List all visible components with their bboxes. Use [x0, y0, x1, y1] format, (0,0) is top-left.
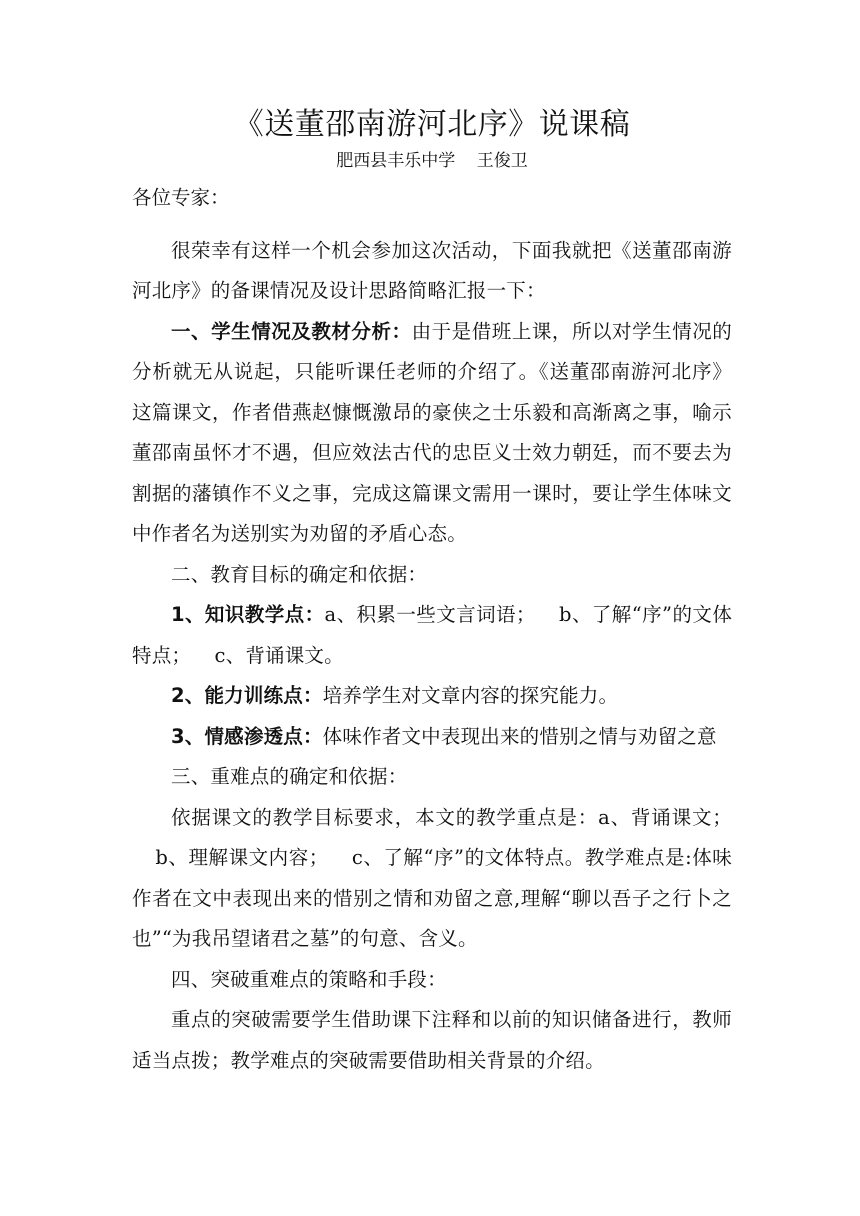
- item2-label: 2、能力训练点：: [171, 684, 323, 707]
- section3-heading: 三、重难点的确定和依据：: [171, 765, 408, 788]
- section2-item-1: [132, 595, 732, 676]
- section4-heading: 四、突破重难点的策略和手段：: [171, 967, 447, 991]
- item1-part-c: c、背诵课文。: [214, 643, 344, 667]
- author-school: 肥西县丰乐中学: [336, 151, 456, 171]
- item3-label: 3、情感渗透点：: [171, 724, 323, 748]
- section4-heading-paragraph: [132, 960, 732, 1001]
- item1-part-b: b、了解“序”的文体特点；: [132, 603, 733, 667]
- section3-text-a: 依据课文的教学目标要求，本文的教学重点是：a、背诵课文；: [171, 805, 732, 829]
- section2-item-3: [132, 717, 732, 758]
- document-title: 《送董邵南游河北序》说课稿: [233, 107, 631, 142]
- section3-text-b: b、理解课文内容；: [155, 846, 329, 869]
- author-name: 王俊卫: [476, 151, 528, 171]
- section2-heading: 二、教育目标的确定和依据：: [171, 562, 428, 586]
- section1-heading: 一、学生情况及教材分析：: [171, 319, 412, 343]
- section3-paragraph: [132, 798, 732, 960]
- section1-paragraph: [132, 312, 732, 555]
- section4-paragraph: 重点的突破需要学生借助课下注释和以前的知识储备进行，教师适当点拨；教学难点的突破需要借助相关背景的介绍。: [132, 1008, 732, 1072]
- section1-text: 由于是借班上课，所以对学生情况的分析就无从说起，只能听课任老师的介绍了。《送董邵南游河北序》这篇课文，作者借燕赵慷慨激昂的豪侠之士乐毅和高渐离之事，喻示董邵南虽怀才不遇，但应效法古代的忠臣义士效力朝廷，而不要去为割据的藩镇作不义之事，完成这篇课文需用一课时，要让学生体味文中作者名为送别实为劝留的矛盾心态。: [132, 319, 732, 545]
- item1-part-a: a、积累一些文言词语；: [324, 603, 536, 626]
- section3-heading-paragraph: [132, 757, 732, 798]
- section2-item-2: [132, 676, 732, 717]
- salutation: 各位专家：: [132, 186, 230, 209]
- item3-text: 体味作者文中表现出来的惜别之情与劝留之意: [322, 724, 717, 748]
- item1-label: 1、知识教学点：: [171, 603, 325, 626]
- section2-heading-paragraph: [132, 555, 732, 596]
- section3-text-c: c、了解“序”的文体特点。教学难点是:体味作者在文中表现出来的惜别之情和劝留之意,理解“聊以吾子之行卜之也”“为我吊望诸君之墓”的句意、含义。: [132, 846, 732, 950]
- intro-paragraph: 很荣幸有这样一个机会参加这次活动，下面我就把《送董邵南游河北序》的备课情况及设计思路简略汇报一下：: [132, 238, 732, 302]
- author-line: [132, 148, 732, 174]
- item2-text: 培养学生对文章内容的探究能力。: [322, 684, 619, 707]
- document-page: [132, 102, 732, 1081]
